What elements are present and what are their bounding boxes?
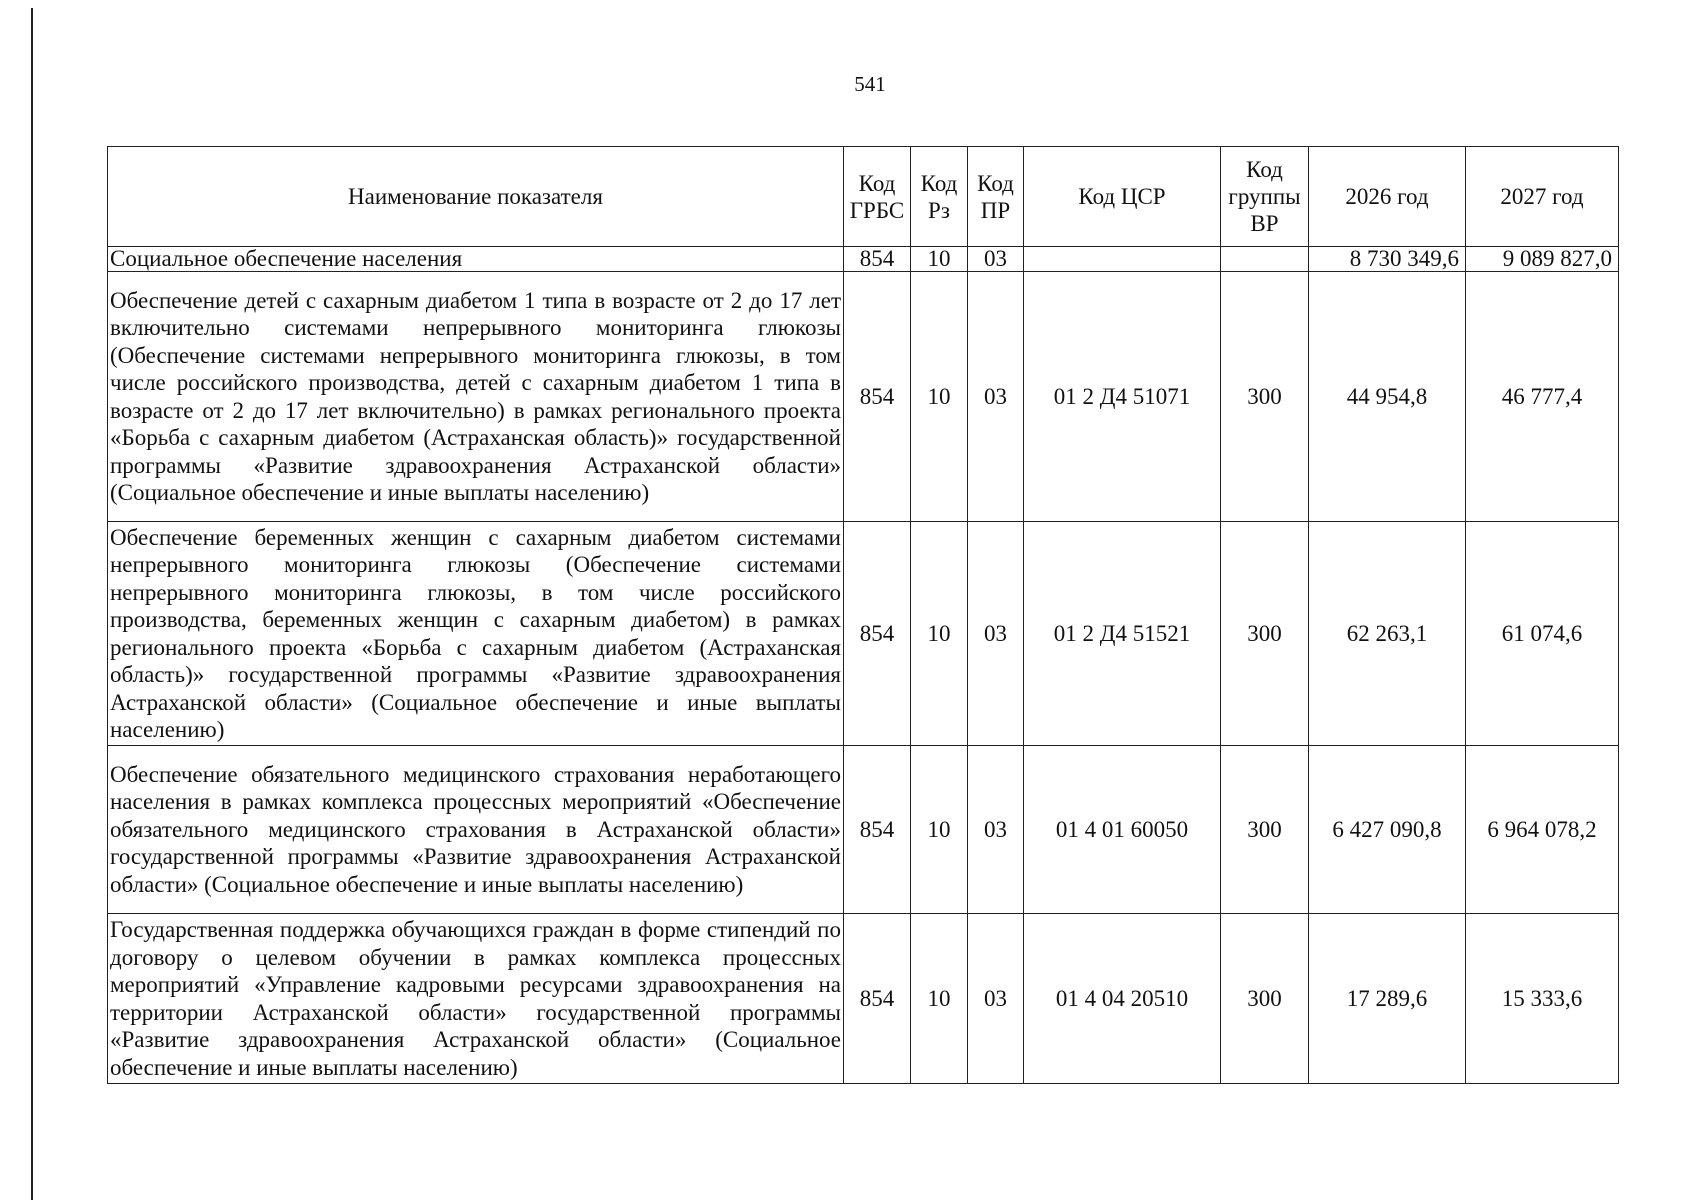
header-csr: Код ЦСР: [1024, 147, 1221, 247]
budget-table: [107, 146, 1619, 1084]
header-2026: 2026 год: [1309, 147, 1466, 247]
cell-2026: 17 289,6: [1309, 914, 1466, 1084]
cell-vr: 300: [1221, 522, 1309, 746]
header-2027: 2027 год: [1466, 147, 1619, 247]
header-grbs: Код ГРБС: [844, 147, 911, 247]
table-row: [108, 914, 1619, 1084]
header-pr: Код ПР: [968, 147, 1024, 247]
cell-grbs: 854: [844, 247, 911, 272]
cell-pr: 03: [968, 746, 1024, 914]
cell-rz: 10: [911, 272, 968, 522]
cell-rz: 10: [911, 746, 968, 914]
cell-rz: 10: [911, 914, 968, 1084]
cell-2026: 62 263,1: [1309, 522, 1466, 746]
cell-name: Социальное обеспечение населения: [108, 247, 844, 272]
table-row: [108, 247, 1619, 272]
margin-line: [31, 8, 33, 1200]
cell-2026: 44 954,8: [1309, 272, 1466, 522]
page-number: 541: [854, 72, 886, 96]
cell-rz: 10: [911, 522, 968, 746]
cell-2027: 61 074,6: [1466, 522, 1619, 746]
cell-2026: 6 427 090,8: [1309, 746, 1466, 914]
cell-csr: 01 2 Д4 51521: [1024, 522, 1221, 746]
table-row: [108, 272, 1619, 522]
cell-csr: 01 4 04 20510: [1024, 914, 1221, 1084]
cell-2027: 46 777,4: [1466, 272, 1619, 522]
table-header-row: [108, 147, 1619, 247]
header-name: Наименование показателя: [108, 147, 844, 247]
cell-name: Государственная поддержка обучающихся граждан в форме стипендий по договору о целевом обучении в рамках комплекса процессных мероприятий «Управление кадровыми ресурсами здравоохранения на территории Астраханской области» государственной программы «Развитие здравоохранения Астраханской области» (Социальное обеспечение и иные выплаты населению): [108, 914, 844, 1084]
cell-vr: 300: [1221, 914, 1309, 1084]
cell-grbs: 854: [844, 746, 911, 914]
cell-pr: 03: [968, 272, 1024, 522]
cell-name: Обеспечение беременных женщин с сахарным диабетом системами непрерывного мониторинга глюкозы (Обеспечение системами непрерывного мониторинга глюкозы, в том числе российского производства, беременных женщин с сахарным диабетом) в рамках регионального проекта «Борьба с сахарным диабетом (Астраханская область)» государственной программы «Развитие здравоохранения Астраханской области» (Социальное обеспечение и иные выплаты населению): [108, 522, 844, 746]
cell-pr: 03: [968, 247, 1024, 272]
table-row: [108, 522, 1619, 746]
cell-csr: [1024, 247, 1221, 272]
header-vr: Код группы ВР: [1221, 147, 1309, 247]
cell-vr: 300: [1221, 272, 1309, 522]
cell-csr: 01 2 Д4 51071: [1024, 272, 1221, 522]
cell-pr: 03: [968, 522, 1024, 746]
cell-pr: 03: [968, 914, 1024, 1084]
header-rz: Код Рз: [911, 147, 968, 247]
cell-2027: 9 089 827,0: [1466, 247, 1619, 272]
cell-rz: 10: [911, 247, 968, 272]
cell-grbs: 854: [844, 914, 911, 1084]
cell-grbs: 854: [844, 272, 911, 522]
cell-name: Обеспечение детей с сахарным диабетом 1 типа в возрасте от 2 до 17 лет включительно системами непрерывного мониторинга глюкозы (Обеспечение системами непрерывного мониторинга глюкозы, в том числе российского производства, детей с сахарным диабетом 1 типа в возрасте от 2 до 17 лет включительно) в рамках регионального проекта «Борьба с сахарным диабетом (Астраханская область)» государственной программы «Развитие здравоохранения Астраханской области» (Социальное обеспечение и иные выплаты населению): [108, 272, 844, 522]
cell-2027: 6 964 078,2: [1466, 746, 1619, 914]
table-row: [108, 746, 1619, 914]
cell-2026: 8 730 349,6: [1309, 247, 1466, 272]
cell-2027: 15 333,6: [1466, 914, 1619, 1084]
cell-name: Обеспечение обязательного медицинского страхования неработающего населения в рамках комплекса процессных мероприятий «Обеспечение обязательного медицинского страхования в Астраханской области» государственной программы «Развитие здравоохранения Астраханской области» (Социальное обеспечение и иные выплаты населению): [108, 746, 844, 914]
cell-vr: [1221, 247, 1309, 272]
cell-vr: 300: [1221, 746, 1309, 914]
cell-csr: 01 4 01 60050: [1024, 746, 1221, 914]
cell-grbs: 854: [844, 522, 911, 746]
